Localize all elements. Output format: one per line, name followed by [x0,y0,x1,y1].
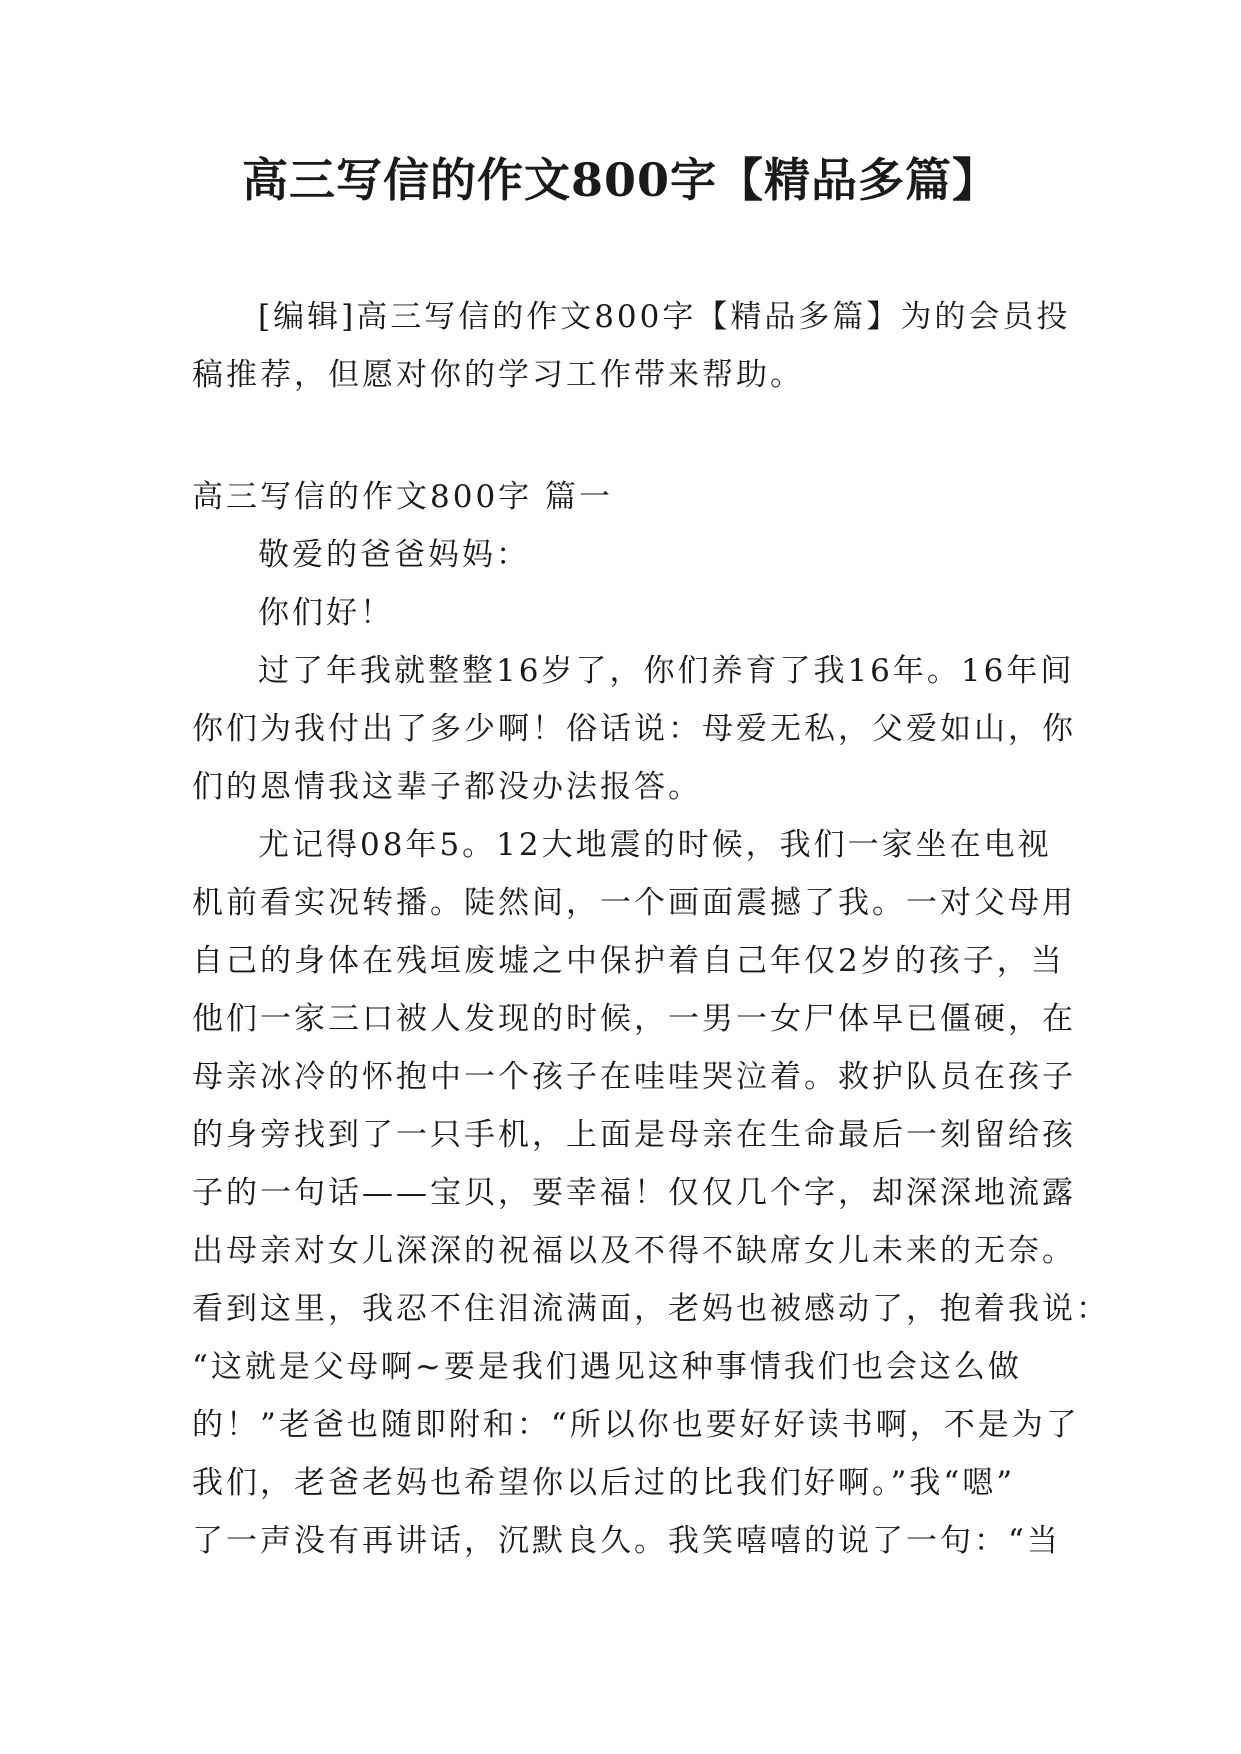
paragraph-line: 机前看实况转播。陡然间，一个画面震撼了我。一对父母用 [192,885,1076,921]
paragraph-line: 我们，老爸老妈也希望你以后过的比我们好啊。”我“嗯” [192,1465,1016,1501]
intro-paragraph [192,288,1072,404]
paragraph-line: “这就是父母啊~要是我们遇见这种事情我们也会这么做 [192,1349,1022,1385]
intro-line: 稿推荐，但愿对你的学习工作带来帮助。 [192,357,804,393]
paragraph-line: 看到这里，我忍不住泪流满面，老妈也被感动了，抱着我说： [192,1291,1110,1327]
paragraph-2 [192,816,1110,1570]
document-title: 高三写信的作文800字【精品多篇】 [241,153,1000,207]
article-body [192,468,1110,1570]
paragraph-line: 母亲冰冷的怀抱中一个孩子在哇哇哭泣着。救护队员在孩子 [192,1059,1076,1095]
paragraph-line: 尤记得08年5。12大地震的时候，我们一家坐在电视 [258,827,1052,863]
paragraph-line: 了一声没有再讲话，沉默良久。我笑嘻嘻的说了一句：“当 [192,1523,1061,1559]
paragraph-line: 出母亲对女儿深深的祝福以及不得不缺席女儿未来的无奈。 [192,1233,1076,1269]
letter-greeting: 你们好！ [258,595,394,631]
paragraph-line: 的身旁找到了一只手机，上面是母亲在生命最后一刻留给孩 [192,1117,1076,1153]
paragraph-line: 你们为我付出了多少啊！俗话说：母爱无私，父爱如山，你 [192,711,1076,747]
paragraph-line: 过了年我就整整16岁了，你们养育了我16年。16年间 [258,653,1075,689]
paragraph-line: 他们一家三口被人发现的时候，一男一女尸体早已僵硬，在 [192,1001,1076,1037]
intro-line: [编辑]高三写信的作文800字【精品多篇】为的会员投 [258,299,1071,335]
section-heading: 高三写信的作文800字 篇一 [192,479,614,515]
paragraph-line: 自己的身体在残垣废墟之中保护着自己年仅2岁的孩子，当 [192,943,1065,979]
paragraph-line: 的！”老爸也随即附和：“所以你也要好好读书啊，不是为了 [192,1407,1080,1443]
paragraph-line: 们的恩情我这辈子都没办法报答。 [192,769,702,805]
letter-salutation: 敬爱的爸爸妈妈： [258,537,530,573]
paragraph-1 [192,642,1076,816]
paragraph-line: 子的一句话——宝贝，要幸福！仅仅几个字，却深深地流露 [192,1175,1076,1211]
